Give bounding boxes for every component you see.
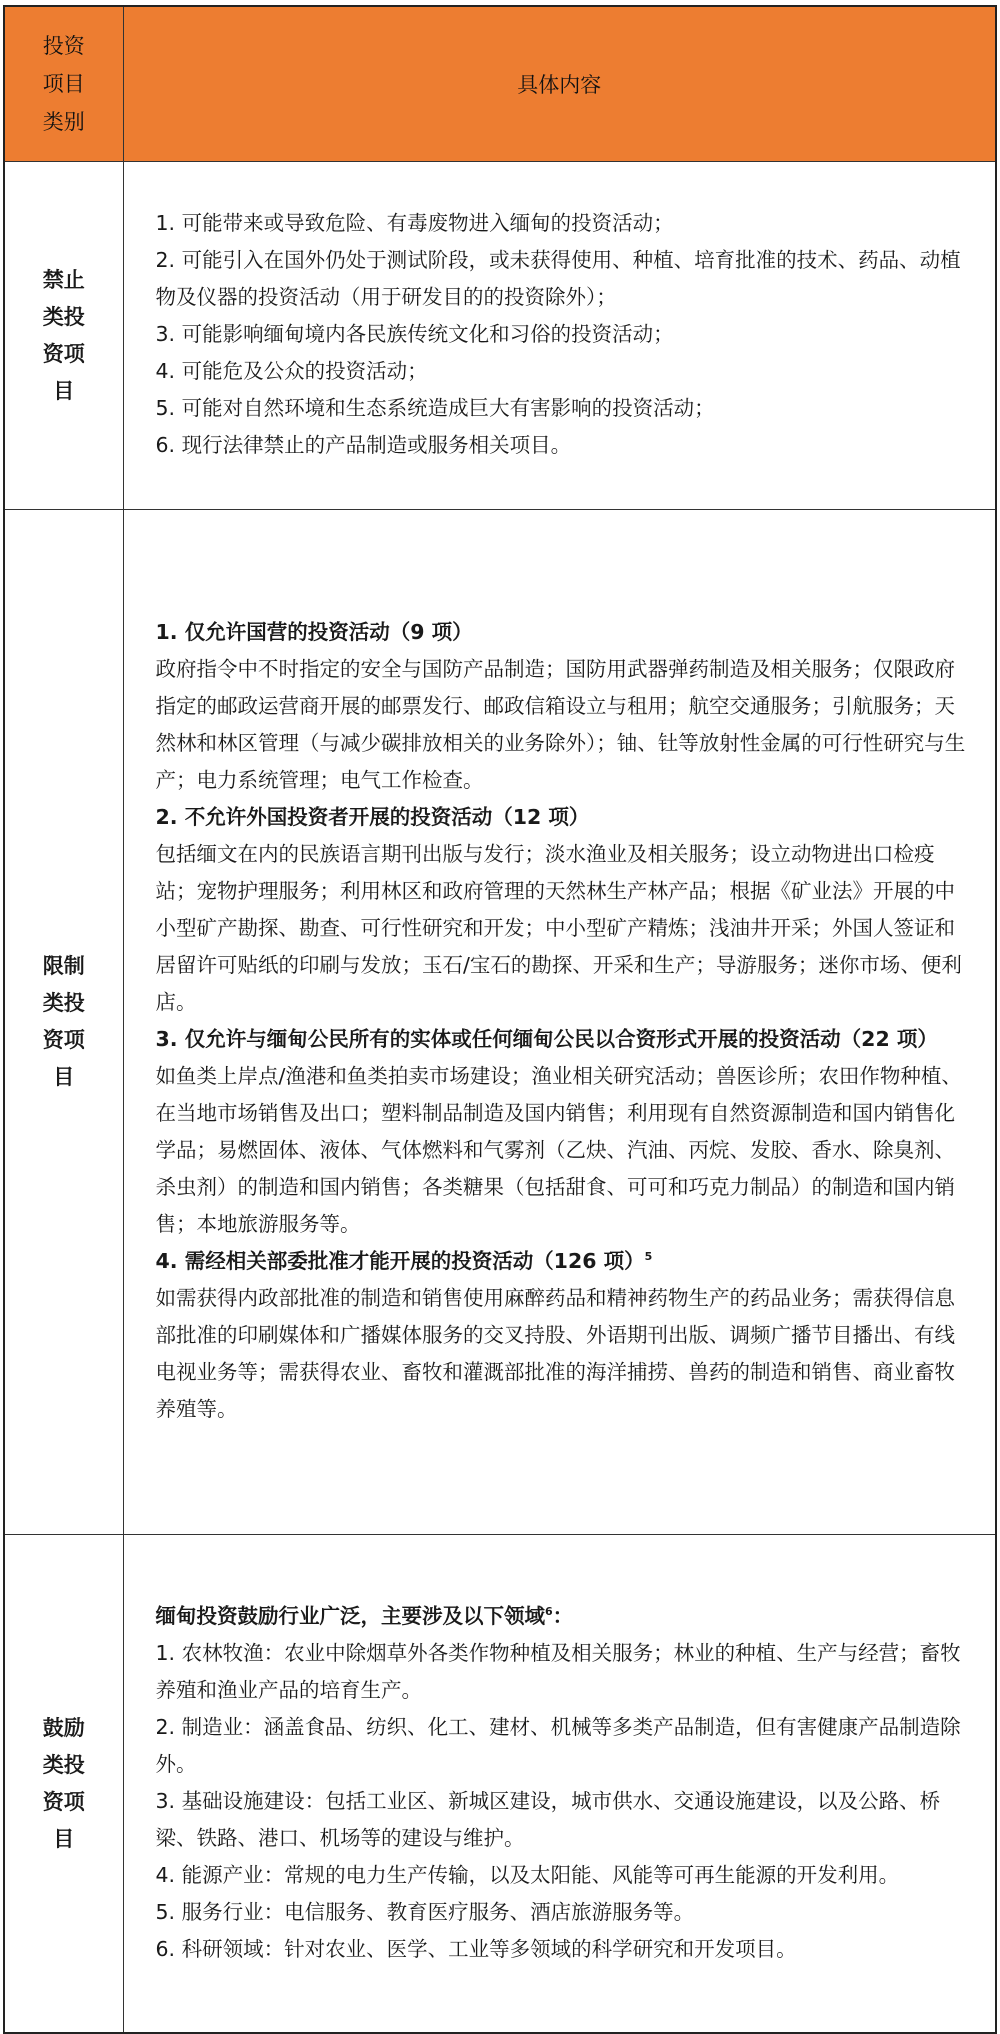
header-category-line: 投资 — [42, 34, 85, 58]
section-title — [156, 614, 968, 651]
table-row-restricted — [4, 510, 996, 1535]
header-category-line: 项目 — [42, 72, 85, 96]
section-title-text: 4. 需经相关部委批准才能开展的投资活动（126 项） — [155, 1249, 645, 1273]
category-line: 类投 — [42, 991, 85, 1015]
category-line: 资项 — [42, 1789, 85, 1814]
header-content-cell: 具体内容 — [123, 6, 996, 162]
intro-text: 缅甸投资鼓励行业广泛，主要涉及以下领域 — [155, 1603, 545, 1628]
investment-category-table — [3, 5, 997, 2034]
section-title — [156, 799, 968, 836]
section-title — [156, 1243, 968, 1280]
list-item: 6. 科研领域：针对农业、医学、工业等多领域的科学研究和开发项目。 — [155, 1936, 797, 1961]
category-line: 限制 — [42, 954, 85, 978]
section-body: 政府指令中不时指定的安全与国防产品制造；国防用武器弹药制造及相关服务；仅限政府指定的邮政运营商开展的邮票发行、邮政信箱设立与租用；航空交通服务；引航服务；天然林和林区管理（与减少碳排放相关的业务除外）；铀、钍等放射性金属的可行性研究与生产；电力系统管理；电气工作检查。 — [155, 657, 966, 792]
content-cell-encouraged — [123, 1535, 996, 2034]
list-item: 2. 可能引入在国外仍处于测试阶段，或未获得使用、种植、培育批准的技术、药品、动植物及仪器的投资活动（用于研发目的的投资除外）； — [155, 248, 961, 309]
section-body: 如鱼类上岸点/渔港和鱼类拍卖市场建设；渔业相关研究活动；兽医诊所；农田作物种植、在当地市场销售及出口；塑料制品制造及国内销售；利用现有自然资源制造和国内销售化学品；易燃固体、液体、气体燃料和气雾剂（乙炔、汽油、丙烷、发胶、香水、除臭剂、杀虫剂）的制造和国内销售；各类糖果（包括甜食、可可和巧克力制品）的制造和国内销售；本地旅游服务等。 — [155, 1064, 962, 1236]
section-body: 如需获得内政部批准的制造和销售使用麻醉药品和精神药物生产的药品业务；需获得信息部批准的印刷媒体和广播媒体服务的交叉持股、外语期刊出版、调频广播节目播出、有线电视业务等；需获得农业、畜牧和灌溉部批准的海洋捕捞、兽药的制造和销售、商业畜牧养殖等。 — [155, 1286, 955, 1421]
header-row — [4, 6, 996, 162]
header-category-cell — [4, 6, 123, 162]
category-line: 类投 — [42, 1752, 85, 1777]
category-line: 目 — [53, 378, 75, 403]
list-item: 3. 基础设施建设：包括工业区、新城区建设，城市供水、交通设施建设，以及公路、桥梁、铁路、港口、机场等的建设与维护。 — [155, 1788, 941, 1850]
intro-line — [156, 1598, 968, 1635]
content-cell-prohibited — [123, 162, 996, 510]
section-title-text: 2. 不允许外国投资者开展的投资活动（12 项） — [155, 805, 590, 829]
list-item: 3. 可能影响缅甸境内各民族传统文化和习俗的投资活动； — [155, 322, 674, 346]
list-item: 6. 现行法律禁止的产品制造或服务相关项目。 — [155, 433, 572, 457]
category-cell-restricted — [4, 510, 123, 1535]
table-row-encouraged — [4, 1535, 996, 2034]
list-item: 2. 制造业：涵盖食品、纺织、化工、建材、机械等多类产品制造，但有害健康产品制造除外。 — [155, 1714, 961, 1776]
category-cell-encouraged — [4, 1535, 123, 2034]
list-item: 1. 可能带来或导致危险、有毒废物进入缅甸的投资活动； — [155, 211, 674, 235]
category-line: 禁止 — [42, 267, 85, 292]
section-title — [156, 1021, 968, 1058]
list-item: 4. 可能危及公众的投资活动； — [155, 359, 428, 383]
category-line: 资项 — [42, 1028, 85, 1052]
footnote-ref[interactable]: 6 — [545, 1604, 553, 1618]
list-item: 5. 可能对自然环境和生态系统造成巨大有害影响的投资活动； — [155, 396, 715, 420]
section-body: 包括缅文在内的民族语言期刊出版与发行；淡水渔业及相关服务；设立动物进出口检疫站；宠物护理服务；利用林区和政府管理的天然林生产林产品；根据《矿业法》开展的中小型矿产勘探、勘查、可行性研究和开发；中小型矿产精炼；浅油井开采；外国人签证和居留许可贴纸的印刷与发放；玉石/宝石的勘探、开采和生产；导游服务；迷你市场、便利店。 — [155, 842, 962, 1014]
category-line: 鼓励 — [42, 1715, 85, 1740]
list-item: 1. 农林牧渔：农业中除烟草外各类作物种植及相关服务；林业的种植、生产与经营；畜牧养殖和渔业产品的培育生产。 — [155, 1640, 961, 1702]
content-cell-restricted — [123, 510, 996, 1535]
header-category-line: 类别 — [42, 110, 85, 134]
category-line: 目 — [53, 1065, 75, 1089]
section-title-text: 3. 仅允许与缅甸公民所有的实体或任何缅甸公民以合资形式开展的投资活动（22 项） — [155, 1027, 938, 1051]
section-title-text: 1. 仅允许国营的投资活动（9 项） — [155, 620, 473, 644]
list-item: 5. 服务行业：电信服务、教育医疗服务、酒店旅游服务等。 — [155, 1899, 695, 1924]
footnote-ref[interactable]: 5 — [644, 1250, 653, 1264]
list-item: 4. 能源产业：常规的电力生产传输，以及太阳能、风能等可再生能源的开发利用。 — [155, 1862, 900, 1887]
category-line: 资项 — [42, 341, 85, 366]
category-cell-prohibited — [4, 162, 123, 510]
table-row-prohibited — [4, 162, 996, 510]
category-line: 目 — [53, 1826, 75, 1851]
category-line: 类投 — [42, 304, 85, 329]
intro-colon: ： — [552, 1603, 574, 1628]
